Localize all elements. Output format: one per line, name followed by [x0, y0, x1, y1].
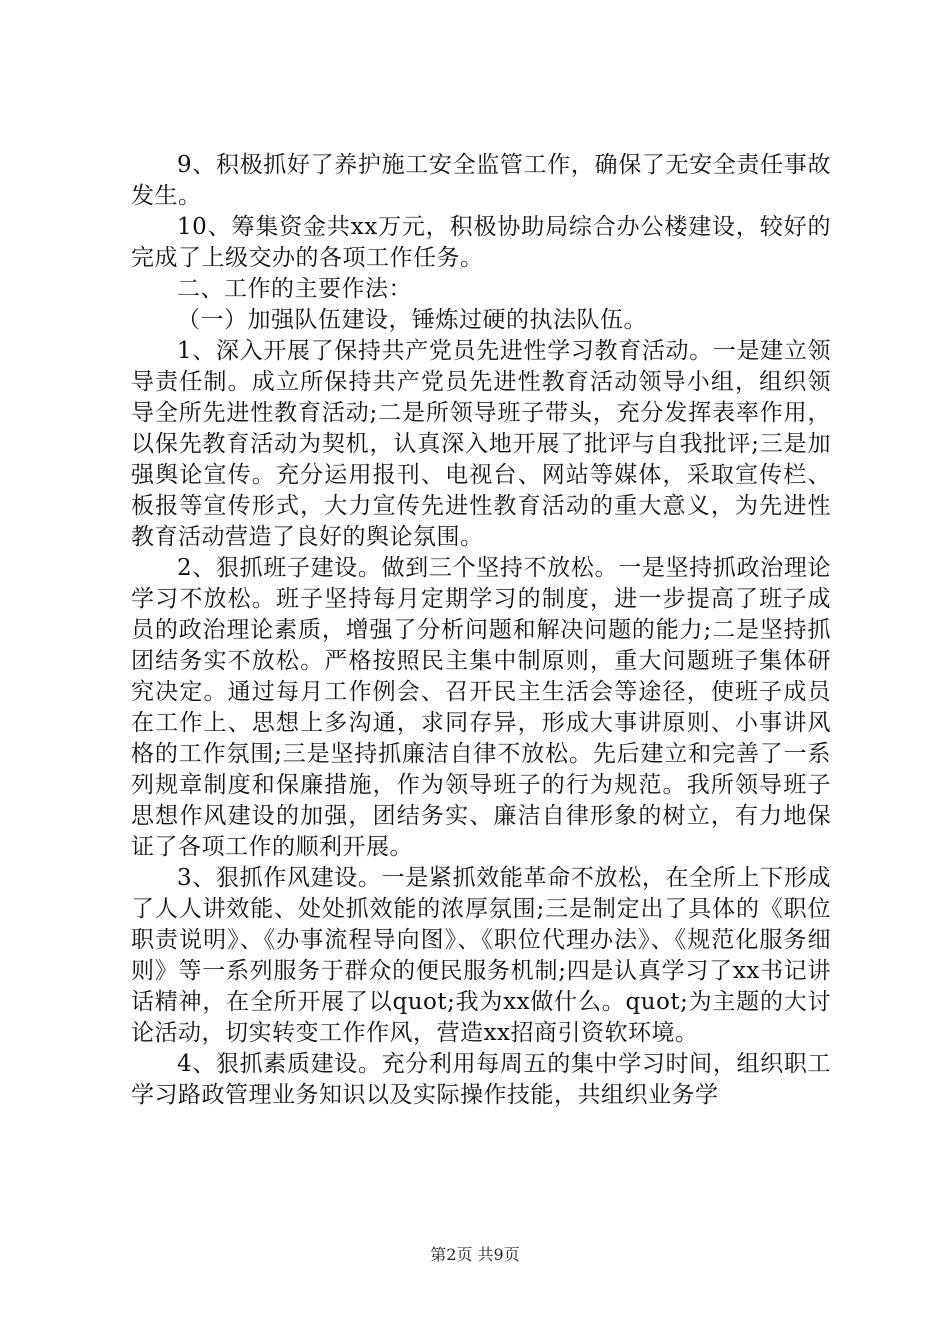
page-number-footer: 第2页 共9页: [430, 1245, 520, 1264]
paragraph-point-1: 1、深入开展了保持共产党员先进性学习教育活动。一是建立领导责任制。成立所保持共产党员先进性教育活动领导小组，组织领导全所先进性教育活动;二是所领导班子带头，充分发挥表率作用，以保先教育活动为契机，认真深入地开展了批评与自我批评;三是加强舆论宣传。充分运用报刊、电视台、网站等媒体，采取宣传栏、板报等宣传形式，大力宣传先进性教育活动的重大意义，为先进性教育活动营造了良好的舆论氛围。: [131, 338, 831, 550]
paragraph-item-9: 9、积极抓好了养护施工安全监管工作，确保了无安全责任事故发生。: [131, 152, 831, 209]
document-body: [131, 150, 831, 1111]
subsection-heading-1: （一）加强队伍建设，锤炼过硬的执法队伍。: [177, 307, 647, 333]
section-heading-2: 二、工作的主要作法：: [177, 276, 412, 302]
paragraph-item-10: 10、筹集资金共xx万元，积极协助局综合办公楼建设，较好的完成了上级交办的各项工作任务。: [131, 214, 831, 271]
paragraph-point-3: 3、狠抓作风建设。一是紧抓效能革命不放松，在全所上下形成了人人讲效能、处处抓效能的浓厚氛围;三是制定出了具体的《职位职责说明》、《办事流程导向图》、《职位代理办法》、《规范化服务细则》等一系列服务于群众的便民服务机制;四是认真学习了xx书记讲话精神，在全所开展了以quot;我为xx做什么。quot;为主题的大讨论活动，切实转变工作作风，营造xx招商引资软环境。: [131, 865, 831, 1046]
paragraph-point-4: 4、狠抓素质建设。充分利用每周五的集中学习时间，组织职工学习路政管理业务知识以及实际操作技能，共组织业务学: [131, 1051, 831, 1108]
paragraph-point-2: 2、狠抓班子建设。做到三个坚持不放松。一是坚持抓政治理论学习不放松。班子坚持每月定期学习的制度，进一步提高了班子成员的政治理论素质，增强了分析问题和解决问题的能力;二是坚持抓团结务实不放松。严格按照民主集中制原则，重大问题班子集体研究决定。通过每月工作例会、召开民主生活会等途径，使班子成员在工作上、思想上多沟通，求同存异，形成大事讲原则、小事讲风格的工作氛围;三是坚持抓廉洁自律不放松。先后建立和完善了一系列规章制度和保廉措施，作为领导班子的行为规范。我所领导班子思想作风建设的加强，团结务实、廉洁自律形象的树立，有力地保证了各项工作的顺利开展。: [131, 555, 831, 860]
